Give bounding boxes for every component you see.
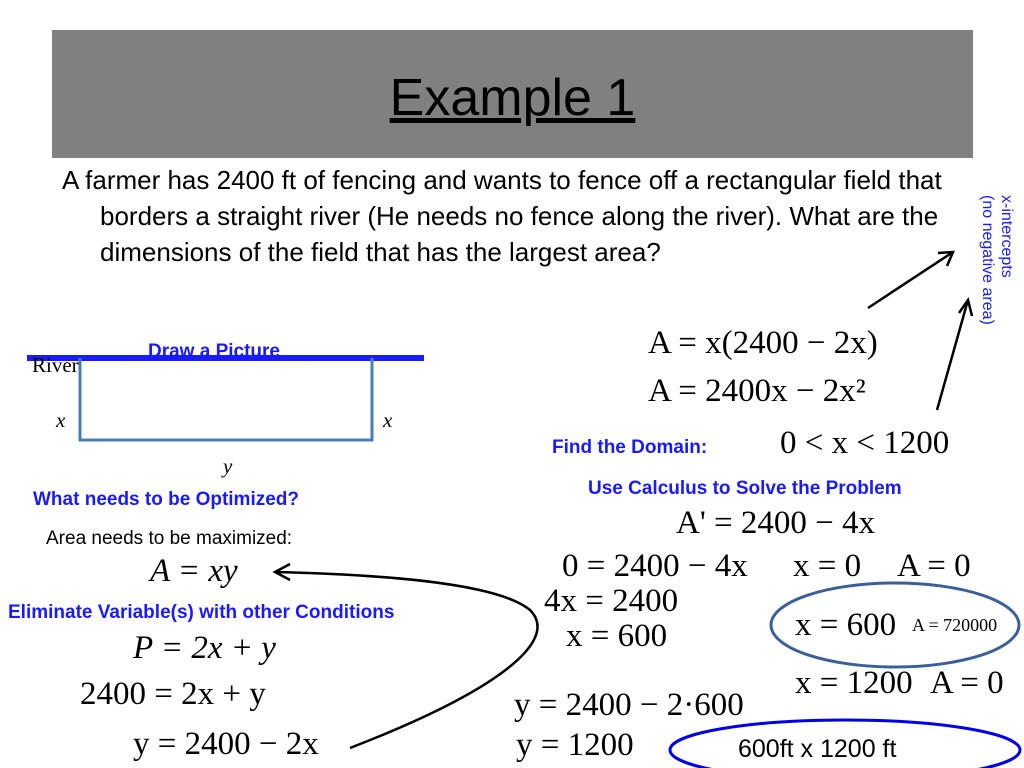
- problem-statement: A farmer has 2400 ft of fencing and wants to fence off a rectangular field that borders a straight river (He needs no fence along the river). What are the dimensions of the field that has the largest area?: [62, 165, 942, 267]
- slide-title: Example 1: [389, 69, 636, 127]
- field-rectangle: [80, 358, 372, 440]
- intercepts-note: [978, 195, 1016, 325]
- maximum-area: A = 720000: [912, 615, 998, 635]
- solve-step-2: x = 600: [566, 618, 668, 654]
- right-side-label: x: [383, 408, 393, 432]
- derivative-zero-equation: 0 = 2400 − 4x: [562, 548, 748, 584]
- area-at-1200: A = 0: [930, 665, 1004, 701]
- maximum-x: x = 600: [795, 607, 897, 643]
- optimize-statement: Area needs to be maximized:: [46, 528, 293, 549]
- area-function-2: A = 2400x − 2x²: [648, 373, 866, 409]
- optimize-heading: What needs to be Optimized?: [33, 489, 300, 510]
- critical-point-1200: x = 1200: [795, 665, 913, 701]
- intercepts-note-line1: x-intercepts: [998, 195, 1015, 278]
- area-at-zero: A = 0: [897, 548, 971, 584]
- substitution-arrow: [275, 572, 538, 748]
- solve-y-equation: y = 2400 − 2·600: [514, 687, 744, 723]
- left-side-label: x: [56, 408, 66, 432]
- area-function-1: A = x(2400 − 2x): [648, 325, 878, 361]
- picture-heading: Draw a Picture: [148, 341, 280, 362]
- note-arrow-2: [937, 300, 968, 410]
- fence-equation: 2400 = 2x + y: [80, 676, 266, 712]
- domain-expression: 0 < x < 1200: [780, 425, 950, 461]
- y-value: y = 1200: [516, 727, 634, 763]
- note-arrow-1: [868, 252, 953, 308]
- bottom-side-label: y: [223, 454, 233, 478]
- y-equation: y = 2400 − 2x: [133, 726, 319, 762]
- river-label: River: [32, 353, 79, 377]
- eliminate-heading: Eliminate Variable(s) with other Conditions: [8, 602, 395, 623]
- intercepts-note-line2: (no negative area): [979, 195, 996, 325]
- critical-point-zero: x = 0: [793, 548, 862, 584]
- derivative-equation: A' = 2400 − 4x: [676, 505, 875, 541]
- solve-step-1: 4x = 2400: [544, 583, 679, 619]
- calculus-heading: Use Calculus to Solve the Problem: [588, 478, 902, 499]
- area-equation: A = xy: [150, 553, 238, 589]
- perimeter-equation: P = 2x + y: [133, 630, 276, 666]
- final-answer: 600ft x 1200 ft: [738, 735, 897, 763]
- domain-heading: Find the Domain:: [552, 437, 708, 458]
